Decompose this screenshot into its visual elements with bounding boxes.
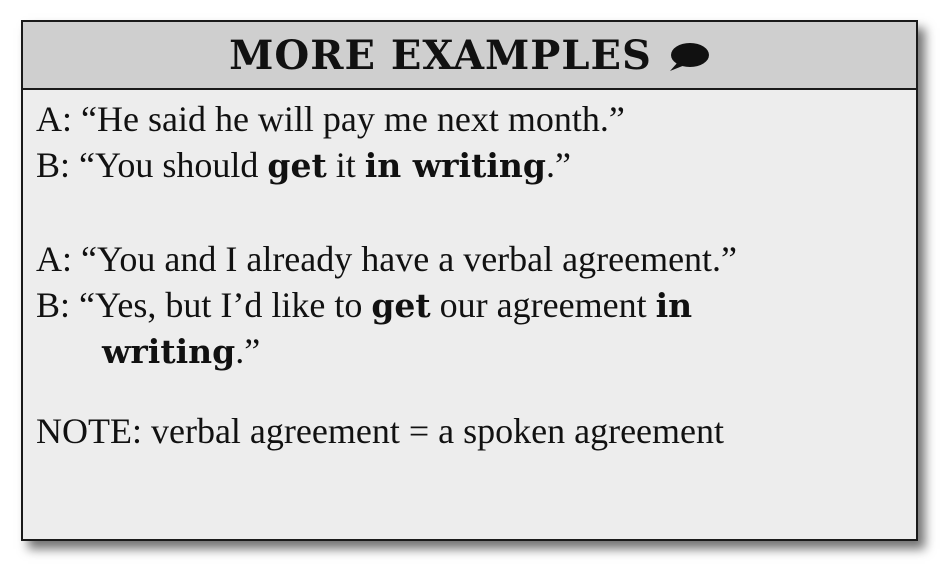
- header-title: MORE EXAMPLES: [229, 31, 652, 79]
- example2-line-b-continued: [36, 328, 942, 374]
- dialogue-text: “He said he will pay me next month.”: [81, 99, 625, 139]
- dialogue-text: “Yes, but I’d like to: [79, 285, 372, 325]
- example1-line-b: [36, 142, 942, 188]
- example2-line-a: [36, 236, 942, 282]
- speaker-label: A:: [36, 99, 72, 139]
- bold-phrase: in: [655, 286, 693, 325]
- speaker-label: B:: [36, 285, 71, 325]
- speaker-label: A:: [36, 239, 72, 279]
- speech-bubble-icon: [666, 40, 710, 74]
- dialogue-text: our agreement: [430, 285, 656, 325]
- dialogue-text: .”: [545, 145, 571, 185]
- dialogue-text: it: [326, 145, 365, 185]
- example1-line-a: [36, 96, 942, 142]
- card-header: [23, 22, 916, 90]
- dialogue-text: .”: [235, 331, 261, 371]
- dialogue-text: “You and I already have a verbal agreement.”: [81, 239, 738, 279]
- example2-line-b: [36, 282, 942, 328]
- bold-phrase: in writing: [364, 146, 546, 185]
- examples-content: [36, 96, 942, 454]
- bold-phrase: get: [371, 286, 431, 325]
- speaker-label: B:: [36, 145, 71, 185]
- bold-phrase: writing: [102, 332, 236, 371]
- note-text: NOTE: verbal agreement = a spoken agreement: [36, 411, 725, 451]
- dialogue-text: “You should: [79, 145, 268, 185]
- bold-phrase: get: [267, 146, 327, 185]
